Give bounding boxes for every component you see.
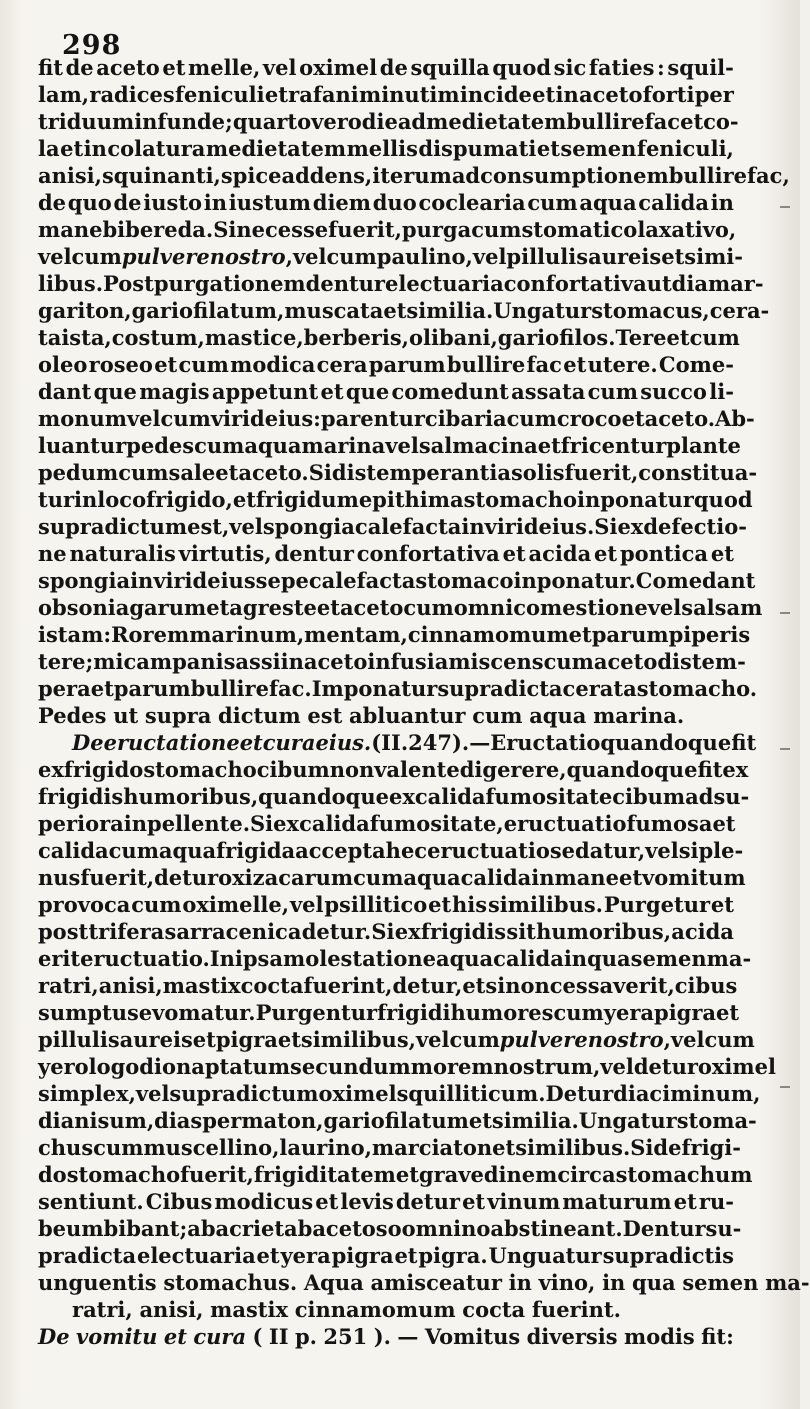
text-line: beum bibant; ab acri et ab acetoso omnino abstineant. Dentur su-: [38, 1216, 742, 1241]
text-line: provoca cum oximelle, vel psillitico et his similibus. Purgetur et: [38, 892, 734, 917]
text-line: ne naturalis virtutis, dentur confortativa et acida et pontica et: [38, 541, 734, 566]
text-line: ex frigido stomacho cibum non valente digerere, quandoque fit ex: [38, 757, 749, 782]
text-line: libus. Post purgationem dentur electuaria confortativa ut diamar-: [38, 271, 764, 296]
text-line: fit de aceto et melle, vel oximel de squilla quod sic faties : squil-: [38, 55, 734, 80]
text-line: triduum infunde; quarto vero die ad medietatem bullire fac et co-: [38, 109, 739, 134]
page-edge-mark: [780, 748, 790, 750]
text-line: dant que magis appetunt et que comedunt assata cum succo li-: [38, 379, 734, 404]
text-line: calida cum aqua frigida accepta hec eructuatio sedatur, vel si ple-: [38, 838, 744, 863]
text-line: De eructatione et cura eius. (II.247). — Eructatio quandoque fit: [72, 730, 757, 755]
text-line: tere; micam panis assi in aceto infusi amiscens cum aceto distem-: [38, 649, 746, 674]
body-text: [38, 54, 810, 1350]
text-line: lam, radices feniculi et rafani minutim incide et in aceto forti per: [38, 82, 734, 107]
text-line: pillulis aureis et pigra et similibus,vel cum pulvere nostro,vel cum: [38, 1027, 755, 1052]
page-edge-mark: [780, 612, 790, 614]
text-line: sumptus evomatur. Purgentur frigidi humores cum yera pigra et: [38, 1000, 740, 1025]
text-line: sentiunt. Cibus modicus et levis detur et vinum maturum et ru-: [38, 1189, 734, 1214]
text-line: obsonia garum et agreste et aceto cum omni comestione vel salsam: [38, 595, 763, 620]
text-line: ratri, anisi, mastix cinnamomum cocta fuerint.: [72, 1297, 621, 1322]
text-line: yerologodion aptatum secundum morem nostrum, vel detur oximel: [38, 1054, 776, 1079]
text-line: monum vel cum viride ius:parentur cibaria cum croco et aceto. Ab-: [38, 406, 755, 431]
text-line: post trifera sarracenica detur. Si ex frigidis sit humoribus, acida: [38, 919, 734, 944]
text-line: nus fuerit, detur oxizacarum cum aqua calida in mane et vomitum: [38, 865, 746, 890]
text-line: ratri, anisi, mastix cocta fuerint, detur, et si non cessaverit, cibus: [38, 973, 738, 998]
text-line: pera et parum bullire fac. Imponatur supradicta cerata stomacho.: [38, 676, 758, 701]
text-line: spongia in viride ius sepe calefacta stomaco inponatur. Comedant: [38, 568, 756, 593]
text-line: frigidis humoribus, quandoque ex calida fumositate cibum ad su-: [38, 784, 750, 809]
text-line: chus cum muscellino, laurino, marciaton et similibus. Si de frigi-: [38, 1135, 741, 1160]
text-line: De vomitu et cura ( II p. 251 ). — Vomitus diversis modis fit:: [38, 1324, 734, 1349]
text-line: do stomacho fuerit, frigiditatem et gravedinem circa stomachum: [38, 1162, 753, 1187]
text-line: luantur pedes cum aqua marina vel salmacina et fricentur plante: [38, 433, 741, 458]
text-line: anisi, squinanti,spice addens,iterum ad consumptionem bullire fac,: [38, 163, 790, 188]
text-line: erit eructuatio. In ipsa molestatione aqua calida in qua semen ma-: [38, 946, 752, 971]
text-line: unguentis stomachus. Aqua amisceatur in vino, in qua semen ma-: [38, 1270, 810, 1295]
text-line: supra dictum est, vel spongia calefacta in viride ius. Si ex defectio-: [38, 514, 747, 539]
page-edge-mark: [780, 206, 790, 208]
page-number: 298: [62, 30, 122, 61]
text-line: tur in loco frigido, et frigidum epithima stomacho inponatur quod: [38, 487, 753, 512]
text-line: simplex, vel supradictum oximel squilliticum. Detur diaciminum,: [38, 1081, 761, 1106]
text-line: de quo de iusto in iustum diem duo coclearia cum aqua calida in: [38, 190, 734, 215]
text-line: pedum cum sale et aceto. Si distemperantia solis fuerit, constitua-: [38, 460, 758, 485]
text-line: dianisum, diaspermaton, gariofilatum et similia. Ungatur stoma-: [38, 1108, 757, 1133]
text-line: mane bibere da. Si necesse fuerit, purga cum stomatico laxativo,: [38, 217, 737, 242]
text-line: pradicta electuaria et yera pigra et pigra. Unguatur supradictis: [38, 1243, 734, 1268]
text-line: periora inpellente. Si ex calida fumositate, eructuatio fumosa et: [38, 811, 736, 836]
text-line: istam: Rorem marinum, mentam, cinnamomum et parum piperis: [38, 622, 751, 647]
text-line: vel cum pulvere nostro, vel cum paulino, vel pillulis aureis et simi-: [38, 244, 743, 269]
text-line: Pedes ut supra dictum est abluantur cum aqua marina.: [38, 703, 685, 728]
text-line: gariton, gariofilatum, muscata et similia. Ungatur stomacus, cera-: [38, 298, 770, 323]
text-line: la et in colatura medietatem mellis dispumati et semen feniculi,: [38, 136, 734, 161]
text-line: oleo roseo et cum modica cera parum bullire fac et utere. Come-: [38, 352, 734, 377]
text-line: ta ista, costum, mastice, berberis, olibani, gariofilos. Tere et cum: [38, 325, 740, 350]
page-edge-mark: [780, 1086, 790, 1088]
